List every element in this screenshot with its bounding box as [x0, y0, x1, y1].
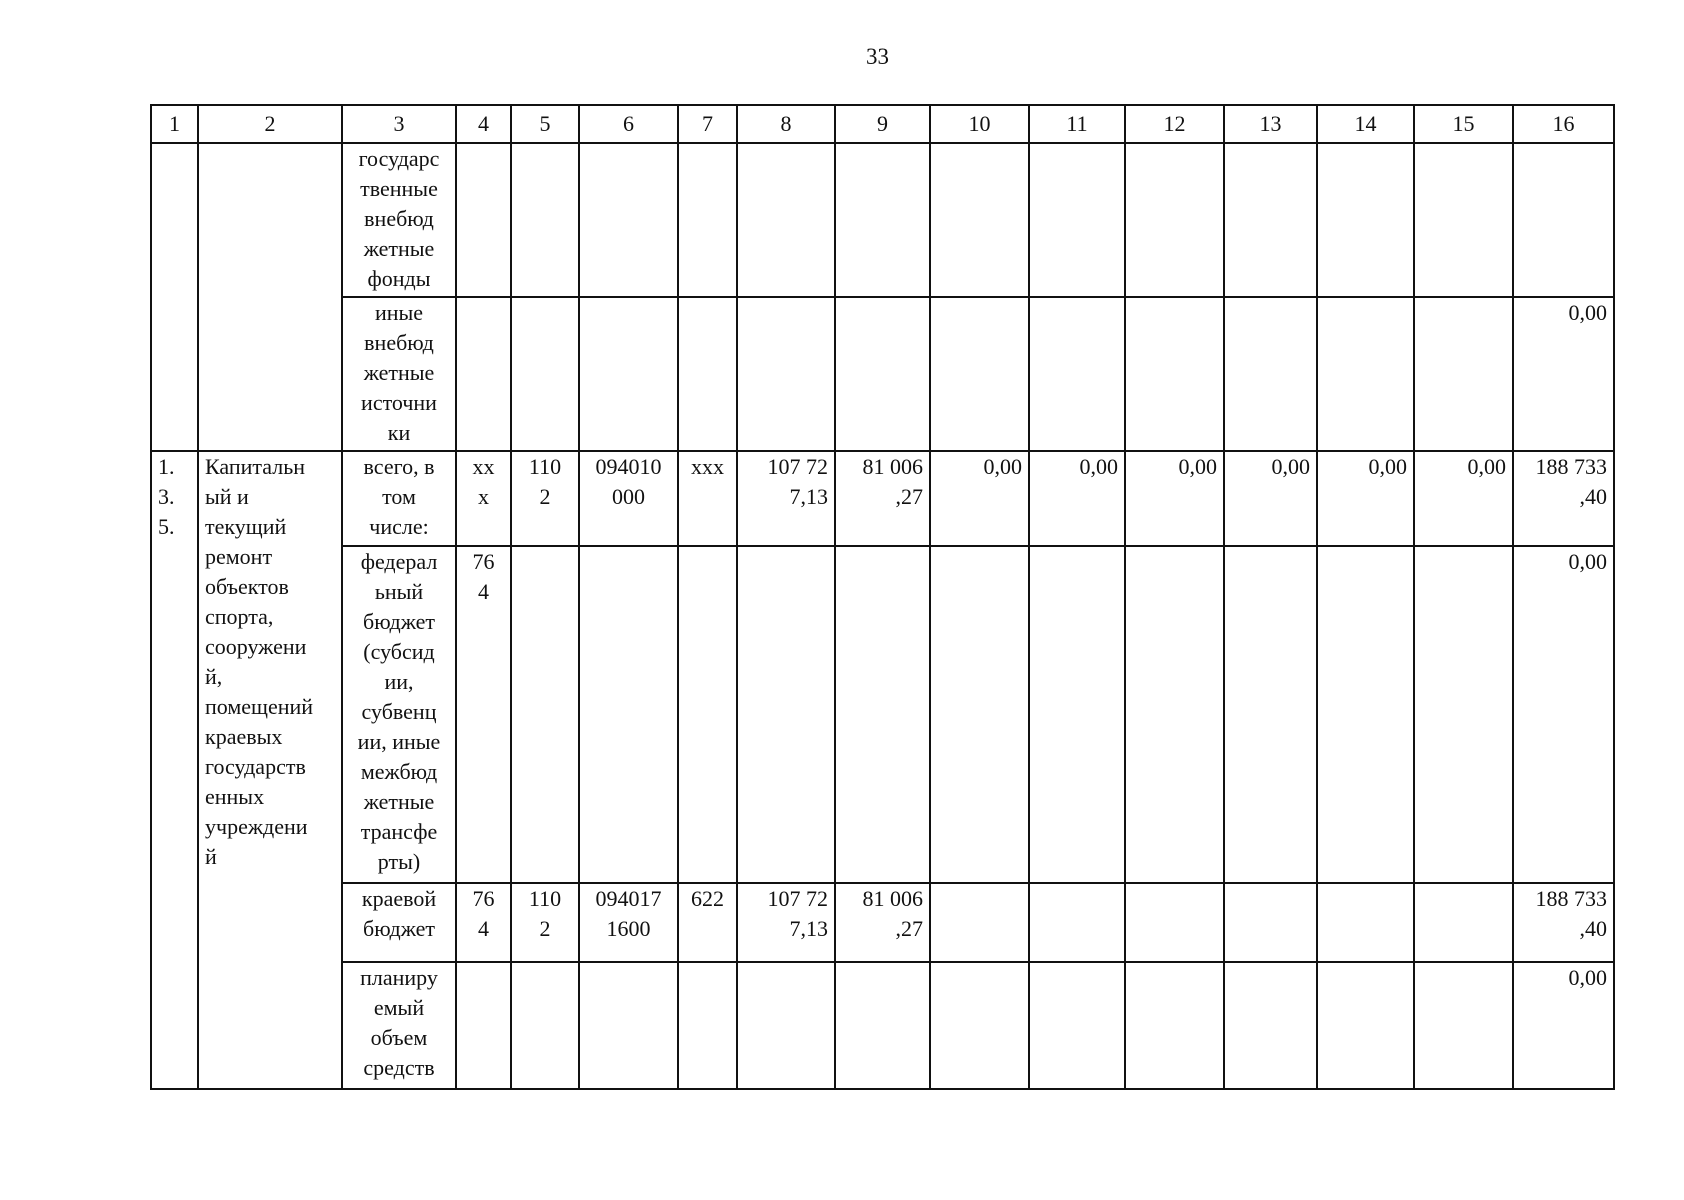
table-cell [1414, 143, 1513, 297]
column-header: 8 [737, 105, 835, 143]
table-cell [579, 962, 678, 1089]
table-cell [1125, 143, 1224, 297]
total-cell: 0,00 [1513, 546, 1614, 883]
table-cell [579, 297, 678, 451]
table-cell [835, 546, 930, 883]
row-number-cell [151, 143, 198, 451]
code-cell: 76 4 [456, 883, 511, 962]
column-header: 1 [151, 105, 198, 143]
code-cell: 110 2 [511, 883, 579, 962]
column-header: 14 [1317, 105, 1414, 143]
funding-source-cell: государс твенные внебюд жетные фонды [342, 143, 456, 297]
column-header: 11 [1029, 105, 1125, 143]
table-cell [1224, 962, 1317, 1089]
table-cell [1224, 546, 1317, 883]
code-cell: хх х [456, 451, 511, 546]
table-cell [579, 143, 678, 297]
code-cell: 094010 000 [579, 451, 678, 546]
table-cell [1029, 883, 1125, 962]
amount-cell: 0,00 [1414, 451, 1513, 546]
funding-source-cell: планиру емый объем средств [342, 962, 456, 1089]
column-header: 16 [1513, 105, 1614, 143]
table-cell [579, 546, 678, 883]
table-cell [678, 962, 737, 1089]
table-row [151, 883, 1614, 962]
column-header: 9 [835, 105, 930, 143]
table-cell [1029, 962, 1125, 1089]
table-cell [737, 962, 835, 1089]
page-number: 33 [866, 44, 889, 69]
table-cell [1317, 962, 1414, 1089]
table-cell [1125, 962, 1224, 1089]
table-cell [1029, 143, 1125, 297]
funding-source-cell: иные внебюд жетные источни ки [342, 297, 456, 451]
table-row [151, 451, 1614, 546]
table-cell [1125, 883, 1224, 962]
column-header: 6 [579, 105, 678, 143]
column-number-row [151, 105, 1614, 143]
amount-cell: 0,00 [1317, 451, 1414, 546]
code-cell: ххх [678, 451, 737, 546]
column-header: 15 [1414, 105, 1513, 143]
budget-table [150, 104, 1615, 1090]
table-cell [456, 962, 511, 1089]
table-cell [678, 297, 737, 451]
table-cell [1224, 297, 1317, 451]
total-cell: 0,00 [1513, 297, 1614, 451]
funding-source-cell: федерал ьный бюджет (субсид ии, субвенц ии, иные межбюд жетные трансфе рты) [342, 546, 456, 883]
column-header: 13 [1224, 105, 1317, 143]
table-cell [930, 546, 1029, 883]
table-cell [1317, 297, 1414, 451]
table-cell [1317, 883, 1414, 962]
table-cell [835, 143, 930, 297]
table-cell [1224, 883, 1317, 962]
table-cell [1029, 297, 1125, 451]
table-cell [737, 546, 835, 883]
amount-cell: 107 72 7,13 [737, 883, 835, 962]
table-cell [737, 297, 835, 451]
column-header: 2 [198, 105, 342, 143]
table-cell [930, 962, 1029, 1089]
table-cell [456, 297, 511, 451]
amount-cell: 0,00 [930, 451, 1029, 546]
table-row [151, 143, 1614, 297]
total-cell: 0,00 [1513, 962, 1614, 1089]
code-cell: 76 4 [456, 546, 511, 883]
column-header: 7 [678, 105, 737, 143]
table-cell [737, 143, 835, 297]
total-cell: 188 733 ,40 [1513, 451, 1614, 546]
table-cell [511, 546, 579, 883]
table-cell [456, 143, 511, 297]
table-cell [930, 883, 1029, 962]
column-header: 4 [456, 105, 511, 143]
table-cell [511, 297, 579, 451]
table-cell [1414, 297, 1513, 451]
table-cell [511, 143, 579, 297]
amount-cell: 0,00 [1125, 451, 1224, 546]
item-name-cell: Капитальн ый и текущий ремонт объектов спорта, сооружени й, помещений краевых государств енных учреждени й [198, 451, 342, 1089]
amount-cell: 0,00 [1029, 451, 1125, 546]
column-header: 5 [511, 105, 579, 143]
total-cell [1513, 143, 1614, 297]
amount-cell: 81 006 ,27 [835, 883, 930, 962]
item-name-cell [198, 143, 342, 451]
table-cell [1029, 546, 1125, 883]
table-cell [1317, 143, 1414, 297]
code-cell: 622 [678, 883, 737, 962]
table-cell [1125, 546, 1224, 883]
table-cell [1414, 962, 1513, 1089]
table-cell [1317, 546, 1414, 883]
table-cell [1224, 143, 1317, 297]
table-cell [835, 962, 930, 1089]
total-cell: 188 733 ,40 [1513, 883, 1614, 962]
table-row [151, 962, 1614, 1089]
code-cell: 110 2 [511, 451, 579, 546]
funding-source-cell: всего, в том числе: [342, 451, 456, 546]
table-row [151, 546, 1614, 883]
table-cell [678, 143, 737, 297]
column-header: 10 [930, 105, 1029, 143]
row-number-cell: 1. 3. 5. [151, 451, 198, 1089]
column-header: 12 [1125, 105, 1224, 143]
column-header: 3 [342, 105, 456, 143]
code-cell: 094017 1600 [579, 883, 678, 962]
table-cell [511, 962, 579, 1089]
amount-cell: 81 006 ,27 [835, 451, 930, 546]
amount-cell: 0,00 [1224, 451, 1317, 546]
table-cell [930, 143, 1029, 297]
amount-cell: 107 72 7,13 [737, 451, 835, 546]
table-cell [1125, 297, 1224, 451]
table-cell [1414, 883, 1513, 962]
table-row [151, 297, 1614, 451]
table-cell [1414, 546, 1513, 883]
table-cell [835, 297, 930, 451]
table-cell [678, 546, 737, 883]
funding-source-cell: краевой бюджет [342, 883, 456, 962]
table-cell [930, 297, 1029, 451]
